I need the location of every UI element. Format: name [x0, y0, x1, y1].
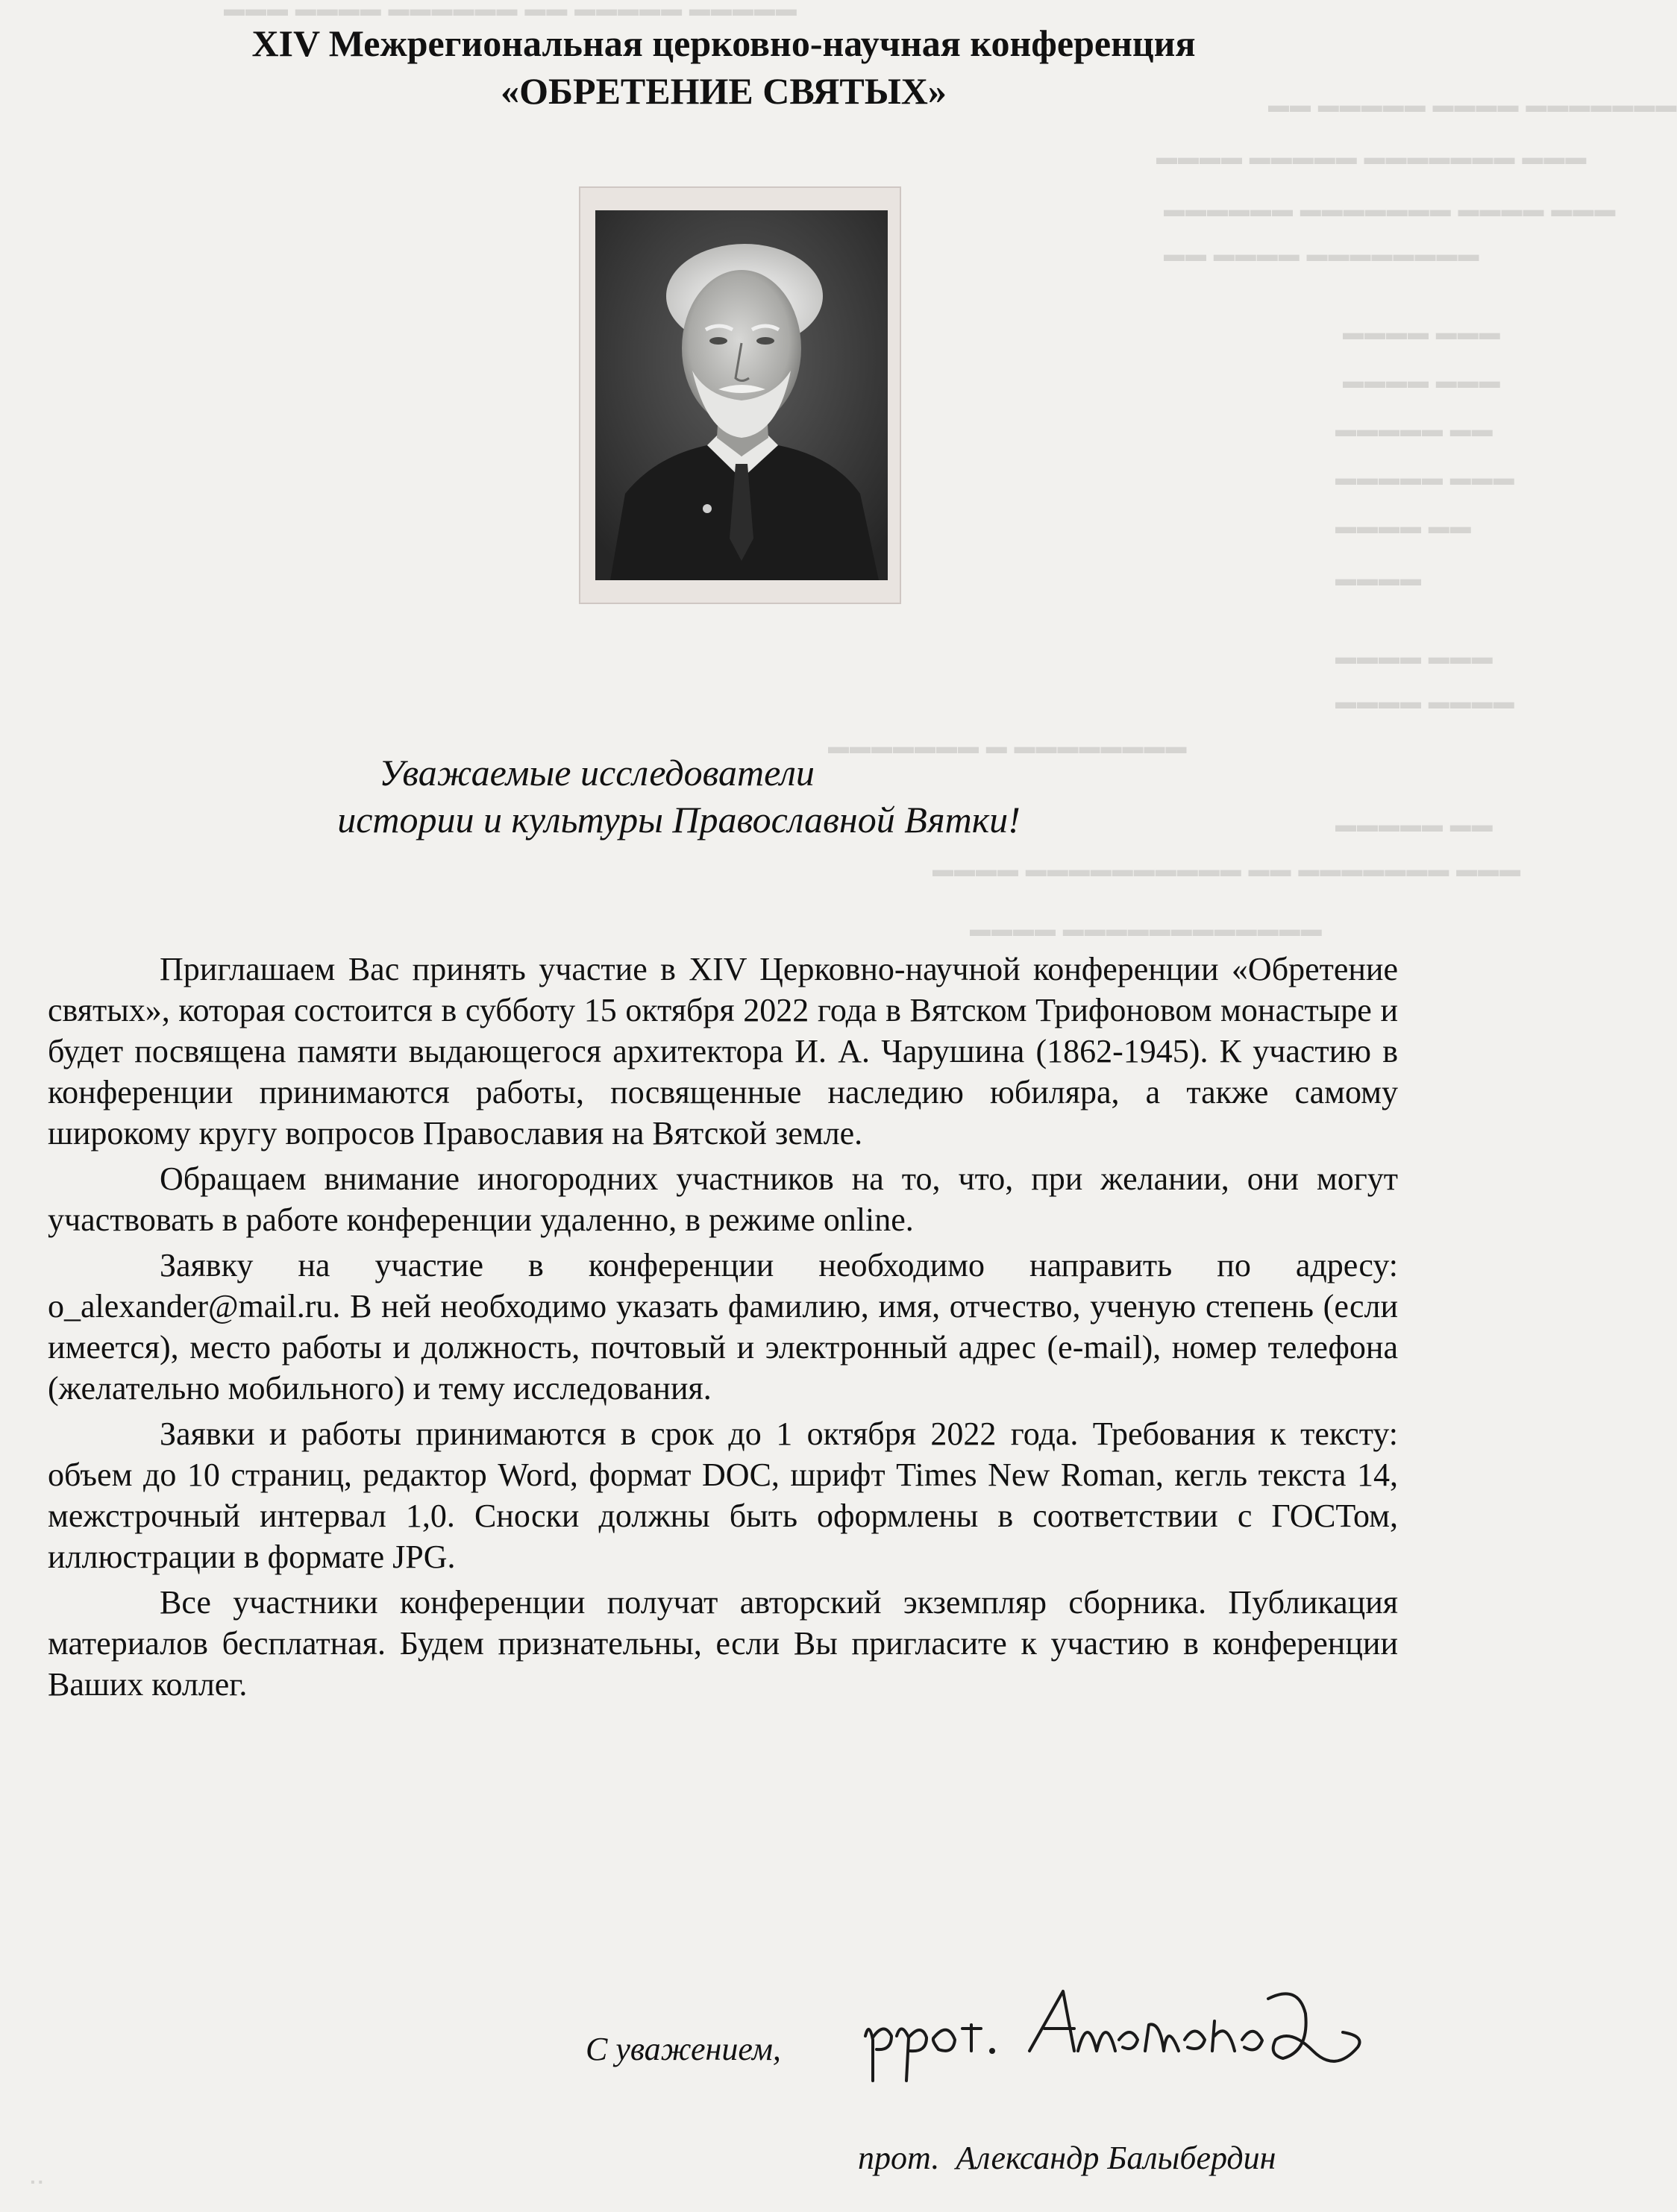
signature-image	[850, 1969, 1380, 2096]
paragraph-requirements: Заявки и работы принимаются в срок до 1 октября 2022 года. Требования к тексту: объем до 10 страниц, редактор Word, формат DOC, шрифт Times New Roman, кегль текста 14, межстрочный интервал 1,0. Сноски должны быть оформлены в соответствии с ГОСТом, иллюстрации в формате JPG.	[48, 1416, 1398, 1575]
greeting-line-2: истории и культуры Православной Вятки!	[337, 799, 1021, 841]
greeting-line-1: Уважаемые исследователи	[379, 752, 815, 794]
paragraph-publication: Все участники конференции получат авторский экземпляр сборника. Публикация материалов бесплатная. Будем признательны, если Вы пригласите к участию в конференции Ваших коллег.	[48, 1584, 1398, 1703]
paragraph-invitation: Приглашаем Вас принять участие в XIV Церковно-научной конференции «Обретение святых», которая состоится в субботу 15 октября 2022 года в Вятском Трифоновом монастыре и будет посвящена памяти выдающегося архитектора И. А. Чарушина (1862-1945). К участию в конференции принимаются работы, посвященные наследию юбиляра, а также самому широкому кругу вопросов Православия на Вятской земле.	[48, 951, 1398, 1151]
portrait-photo	[579, 186, 901, 604]
paragraph-application: Заявку на участие в конференции необходимо направить по адресу: o_alexander@mail.ru. В ней необходимо указать фамилию, имя, отчество, ученую степень (если имеется), место работы и должность, почтовый и электронный адрес (e-mail), номер телефона (желательно мобильного) и тему исследования.	[48, 1247, 1398, 1407]
portrait-image	[595, 210, 888, 580]
bleed-through-background: ▬▬▬ ▬▬▬▬ ▬▬▬▬▬▬ ▬▬ ▬▬▬▬▬ ▬▬▬▬▬ ▬▬ ▬▬▬▬▬ ▬▬▬▬ ▬▬▬▬▬▬▬ ▬▬▬▬ ▬▬▬▬▬ ▬▬▬▬▬▬▬ ▬▬▬ ▬▬▬▬▬▬ ▬▬▬▬▬▬▬ ▬▬▬▬ ▬▬▬ ▬▬ ▬▬▬▬ ▬▬▬▬▬▬▬▬ ▬▬▬▬ ▬▬▬ ▬▬▬▬ ▬▬▬ ▬▬▬▬▬ ▬▬ ▬▬▬▬▬ ▬▬▬ ▬▬▬▬ ▬▬ ▬▬▬▬ ▬▬▬▬ ▬▬▬ ▬▬▬▬ ▬▬▬▬ ▬▬▬▬▬▬▬ ▬ ▬▬▬▬▬▬▬▬ ▬▬▬▬▬ ▬▬ ▬▬▬▬ ▬▬▬▬▬▬▬▬▬▬ ▬▬ ▬▬▬▬▬▬▬ ▬▬▬ ▬▬▬▬ ▬▬▬▬▬▬▬▬▬▬▬▬ ··	[30, 0, 1677, 2193]
conference-title: XIV Межрегиональная церковно-научная конференция	[251, 22, 1196, 64]
conference-name: «ОБРЕТЕНИЕ СВЯТЫХ»	[501, 70, 947, 112]
paragraph-online: Обращаем внимание иногородних участников на то, что, при желании, они могут участвовать в работе конференции удаленно, в режиме online.	[48, 1160, 1398, 1238]
letter-body	[48, 949, 1398, 1709]
handwritten-signature	[850, 1969, 1380, 2099]
signer-name: прот. Александр Балыбердин	[858, 2140, 1276, 2176]
closing-salutation: С уважением,	[586, 2031, 781, 2067]
